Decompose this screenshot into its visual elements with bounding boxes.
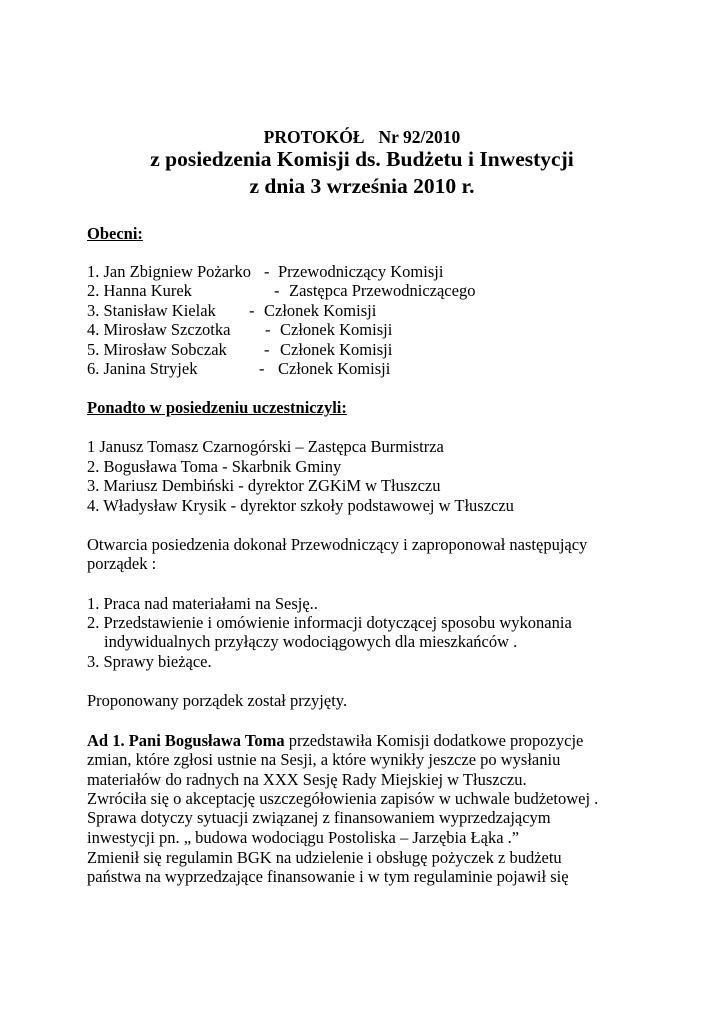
ad1-line: inwestycji pn. „ budowa wodociągu Postoliska – Jarzębia Łąka .”	[87, 828, 520, 847]
protocol-label: PROTOKÓŁ	[263, 127, 365, 147]
agenda-item: 3. Sprawy bieżące.	[87, 652, 212, 671]
member-name: 2. Hanna Kurek	[87, 281, 192, 300]
ad1-line: Sprawa dotyczy sytuacji związanej z finansowaniem wyprzedzającym	[87, 808, 551, 827]
member-role: Członek Komisji	[264, 301, 377, 320]
ad1-line: państwa na wyprzedzające finansowanie i w tym regulaminie pojawił się	[87, 867, 569, 886]
member-name: 3. Stanisław Kielak	[87, 301, 216, 320]
meeting-title: z posiedzenia Komisji ds. Budżetu i Inwestycji	[150, 147, 574, 171]
member-row	[87, 359, 707, 379]
member-name: 6. Janina Stryjek	[87, 359, 198, 378]
member-sep: -	[264, 340, 270, 359]
member-sep: -	[274, 281, 280, 300]
member-row	[87, 340, 707, 360]
member-role: Członek Komisji	[280, 320, 393, 339]
ad1-line: zmian, które zgłosi ustnie na Sesji, a które wynikły jeszcze po wysłaniu	[87, 750, 561, 769]
ad1-lead-rest: przedstawiła Komisji dodatkowe propozycje	[284, 731, 584, 750]
member-role: Członek Komisji	[280, 340, 393, 359]
member-sep: -	[259, 359, 265, 378]
member-sep: -	[265, 320, 271, 339]
member-sep: -	[264, 262, 270, 281]
present-heading: Obecni:	[87, 224, 143, 243]
ad1-line: materiałów do radnych na XXX Sesję Rady Miejskiej w Tłuszczu.	[87, 770, 527, 789]
member-name: 1. Jan Zbigniew Pożarko	[87, 262, 252, 281]
ad1-line: Zwróciła się o akceptację uszczegółowienia zapisów w uchwale budżetowej .	[87, 789, 599, 808]
participant-item: 2. Bogusława Toma - Skarbnik Gminy	[87, 457, 342, 476]
opening-text: Otwarcia posiedzenia dokonał Przewodniczący i zaproponował następujący	[87, 535, 588, 554]
member-role: Przewodniczący Komisji	[278, 262, 444, 281]
ad1-line: Zmienił się regulamin BGK na udzielenie i obsługę pożyczek z budżetu	[87, 848, 562, 867]
ad1-lead	[87, 731, 583, 751]
protocol-title	[0, 127, 724, 148]
member-row	[87, 320, 707, 340]
ad1-lead-bold: Ad 1. Pani Bogusława Toma	[87, 731, 285, 750]
participant-item: 1 Janusz Tomasz Czarnogórski – Zastępca Burmistrza	[87, 437, 444, 456]
member-row	[87, 301, 707, 321]
participant-item: 3. Mariusz Dembiński - dyrektor ZGKiM w Tłuszczu	[87, 476, 441, 495]
member-name: 5. Mirosław Sobczak	[87, 340, 227, 359]
agenda-item: 2. Przedstawienie i omówienie informacji dotyczącej sposobu wykonania	[87, 613, 572, 632]
participants-heading: Ponadto w posiedzeniu uczestniczyli:	[87, 398, 347, 417]
opening-text: porządek :	[87, 554, 157, 573]
agenda-accepted: Proponowany porządek został przyjęty.	[87, 691, 348, 710]
participant-item: 4. Władysław Krysik - dyrektor szkoły podstawowej w Tłuszczu	[87, 496, 514, 515]
member-role: Członek Komisji	[278, 359, 391, 378]
member-row	[87, 281, 707, 301]
agenda-item: 1. Praca nad materiałami na Sesję..	[87, 594, 318, 613]
member-name: 4. Mirosław Szczotka	[87, 320, 231, 339]
protocol-number: Nr 92/2010	[378, 127, 461, 147]
meeting-date: z dnia 3 września 2010 r.	[249, 174, 475, 198]
member-role: Zastępca Przewodniczącego	[289, 281, 476, 300]
agenda-item-continuation: indywidualnych przyłączy wodociągowych dla mieszkańców .	[104, 632, 518, 651]
member-sep: -	[249, 301, 255, 320]
member-row	[87, 262, 707, 282]
